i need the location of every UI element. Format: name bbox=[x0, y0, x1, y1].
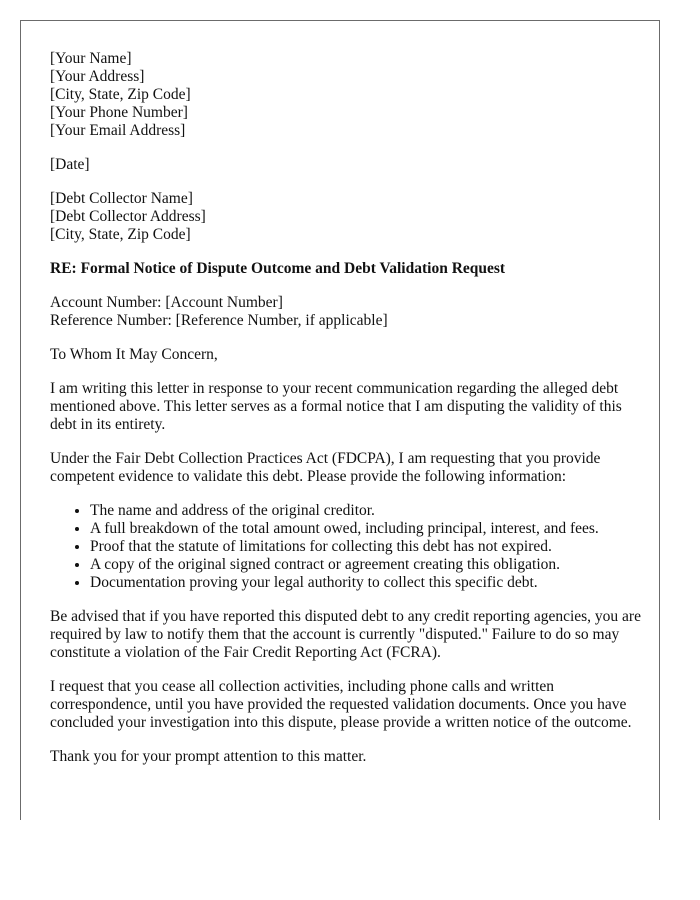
list-item: • Documentation proving your legal authority to collect this specific debt. bbox=[90, 574, 645, 592]
recipient-block bbox=[50, 190, 645, 244]
salutation: To Whom It May Concern, bbox=[50, 346, 218, 363]
sender-name: [Your Name] bbox=[50, 50, 132, 67]
recipient-city-state-zip: [City, State, Zip Code] bbox=[50, 226, 191, 243]
sender-email: [Your Email Address] bbox=[50, 122, 186, 139]
account-block bbox=[50, 294, 645, 330]
account-number: Account Number: [Account Number] bbox=[50, 294, 283, 311]
recipient-name: [Debt Collector Name] bbox=[50, 190, 193, 207]
requested-items-list bbox=[50, 502, 645, 592]
date-line bbox=[50, 156, 645, 174]
letter-page bbox=[20, 20, 660, 820]
list-item: • A full breakdown of the total amount owed, including principal, interest, and fees. bbox=[90, 520, 645, 538]
cease-paragraph: I request that you cease all collection activities, including phone calls and written correspondence, until you have provided the requested validation documents. Once you have concluded your investigation into this dispute, please provide a written notice of the outcome. bbox=[50, 678, 632, 731]
list-item: • A copy of the original signed contract or agreement creating this obligation. bbox=[90, 556, 645, 574]
list-item: • The name and address of the original creditor. bbox=[90, 502, 645, 520]
list-item: • Proof that the statute of limitations for collecting this debt has not expired. bbox=[90, 538, 645, 556]
sender-address: [Your Address] bbox=[50, 68, 145, 85]
thanks-paragraph: Thank you for your prompt attention to this matter. bbox=[50, 748, 367, 765]
fdcpa-paragraph: Under the Fair Debt Collection Practices Act (FDCPA), I am requesting that you provide competent evidence to validate this debt. Please provide the following information: bbox=[50, 450, 601, 485]
subject-line: RE: Formal Notice of Dispute Outcome and Debt Validation Request bbox=[50, 260, 506, 277]
letter-date: [Date] bbox=[50, 156, 90, 173]
sender-city-state-zip: [City, State, Zip Code] bbox=[50, 86, 191, 103]
sender-phone: [Your Phone Number] bbox=[50, 104, 188, 121]
intro-paragraph: I am writing this letter in response to your recent communication regarding the alleged debt mentioned above. This letter serves as a formal notice that I am disputing the validity of this debt in its entirety. bbox=[50, 380, 622, 433]
sender-block bbox=[50, 50, 645, 140]
credit-reporting-paragraph: Be advised that if you have reported this disputed debt to any credit reporting agencies, you are required by law to notify them that the account is currently "disputed." Failure to do so may constitute a violation of the Fair Credit Reporting Act (FCRA). bbox=[50, 608, 641, 661]
letter-body bbox=[50, 50, 645, 782]
recipient-address: [Debt Collector Address] bbox=[50, 208, 206, 225]
reference-number: Reference Number: [Reference Number, if applicable] bbox=[50, 312, 388, 329]
